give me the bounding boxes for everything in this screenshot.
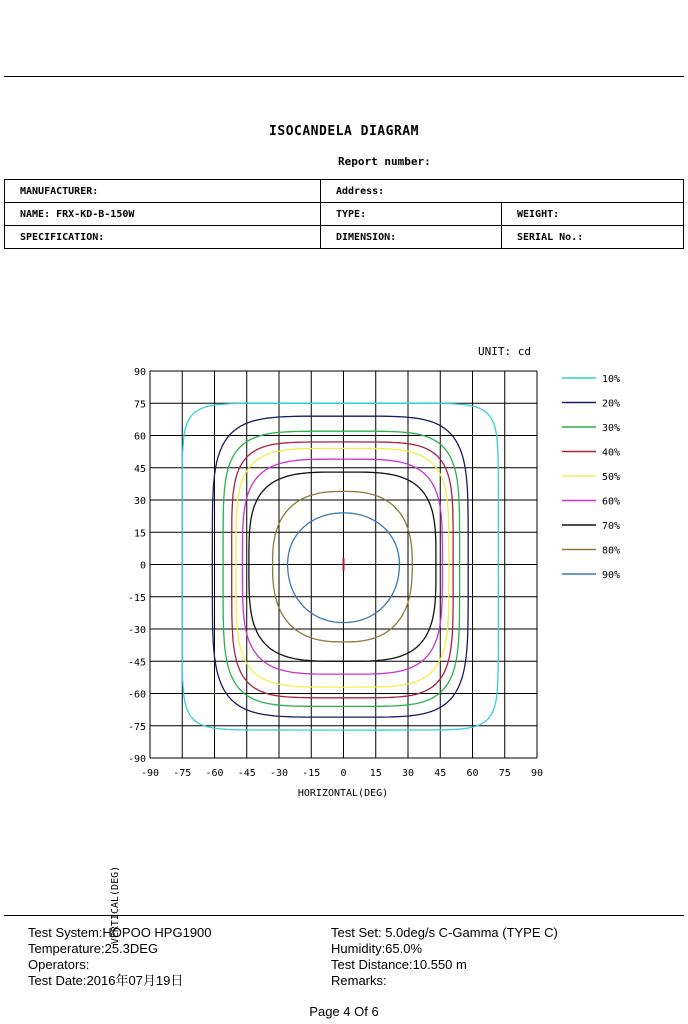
temperature: Temperature:25.3DEG xyxy=(28,941,159,956)
footer-right xyxy=(331,925,558,989)
y-tick-label: 60 xyxy=(133,431,146,443)
legend-label: 90% xyxy=(602,570,621,581)
weight-cell: WEIGHT: xyxy=(502,203,684,226)
table-row xyxy=(5,226,684,249)
y-tick-label: -75 xyxy=(127,721,146,733)
y-tick-label: 90 xyxy=(133,367,146,378)
x-tick-label: 15 xyxy=(369,768,382,779)
contour-lines xyxy=(182,403,498,730)
table-row xyxy=(5,203,684,226)
x-tick-label: 75 xyxy=(498,768,511,779)
y-tick-label: 75 xyxy=(133,399,146,411)
x-tick-label: -90 xyxy=(140,768,160,779)
y-tick-label: -90 xyxy=(127,754,146,765)
footer-left xyxy=(28,925,212,989)
test-set: Test Set: 5.0deg/s C-Gamma (TYPE C) xyxy=(331,925,558,940)
contour-80pct xyxy=(273,491,413,642)
name-cell: NAME: FRX-KD-B-150W xyxy=(5,203,321,226)
test-distance: Test Distance:10.550 m xyxy=(331,957,467,972)
x-axis-label: HORIZONTAL(DEG) xyxy=(297,788,389,799)
legend-label: 30% xyxy=(602,423,621,434)
legend-label: 10% xyxy=(602,374,621,385)
contour-10pct xyxy=(182,403,498,730)
address-cell: Address: xyxy=(321,180,684,203)
report-number-label: Report number: xyxy=(338,155,431,168)
y-tick-label: 30 xyxy=(133,496,146,507)
manufacturer-cell: MANUFACTURER: xyxy=(5,180,321,203)
legend-label: 50% xyxy=(602,472,621,483)
legend-label: 70% xyxy=(602,521,621,532)
x-tick-label: -15 xyxy=(302,768,321,779)
y-tick-label: 0 xyxy=(139,560,146,572)
info-table xyxy=(4,179,684,249)
x-tick-label: -30 xyxy=(269,768,289,779)
y-tick-label: 45 xyxy=(133,463,146,475)
unit-label: UNIT: cd xyxy=(478,345,531,358)
specification-cell: SPECIFICATION: xyxy=(5,226,321,249)
y-tick-label: 15 xyxy=(133,528,146,540)
legend-label: 40% xyxy=(602,447,621,459)
dimension-cell: DIMENSION: xyxy=(321,226,502,249)
test-date: Test Date:2016年07月19日 xyxy=(28,973,184,988)
x-tick-label: 0 xyxy=(340,768,347,779)
y-tick-label: -30 xyxy=(127,625,146,636)
x-tick-label: 60 xyxy=(466,768,479,779)
legend-label: 20% xyxy=(602,398,621,410)
test-system: Test System:HOPOO HPG1900 xyxy=(28,925,212,940)
contour-40pct xyxy=(232,442,453,698)
top-rule xyxy=(4,76,684,77)
y-tick-label: -60 xyxy=(127,689,146,701)
page-title: ISOCANDELA DIAGRAM xyxy=(269,124,419,139)
chart-legend xyxy=(562,374,620,581)
legend-label: 60% xyxy=(602,496,621,508)
page-number: Page 4 Of 6 xyxy=(309,1004,379,1019)
legend-label: 80% xyxy=(602,545,621,557)
remarks: Remarks: xyxy=(331,973,387,988)
humidity: Humidity:65.0% xyxy=(331,941,423,956)
x-tick-label: 30 xyxy=(401,768,415,779)
table-row xyxy=(5,180,684,203)
y-axis-label: VERTICAL(DEG) xyxy=(110,865,121,945)
serial-cell: SERIAL No.: xyxy=(502,226,684,249)
contour-50pct xyxy=(236,448,449,687)
x-tick-label: -75 xyxy=(173,768,192,779)
x-tick-label: -45 xyxy=(237,768,256,779)
x-tick-label: 90 xyxy=(530,768,544,779)
operators: Operators: xyxy=(28,957,90,972)
footer-rule xyxy=(4,915,684,916)
type-cell: TYPE: xyxy=(321,203,502,226)
y-tick-label: -45 xyxy=(127,657,146,669)
x-tick-label: 45 xyxy=(434,768,447,779)
y-tick-label: -15 xyxy=(127,592,146,604)
x-tick-label: -60 xyxy=(205,768,224,779)
